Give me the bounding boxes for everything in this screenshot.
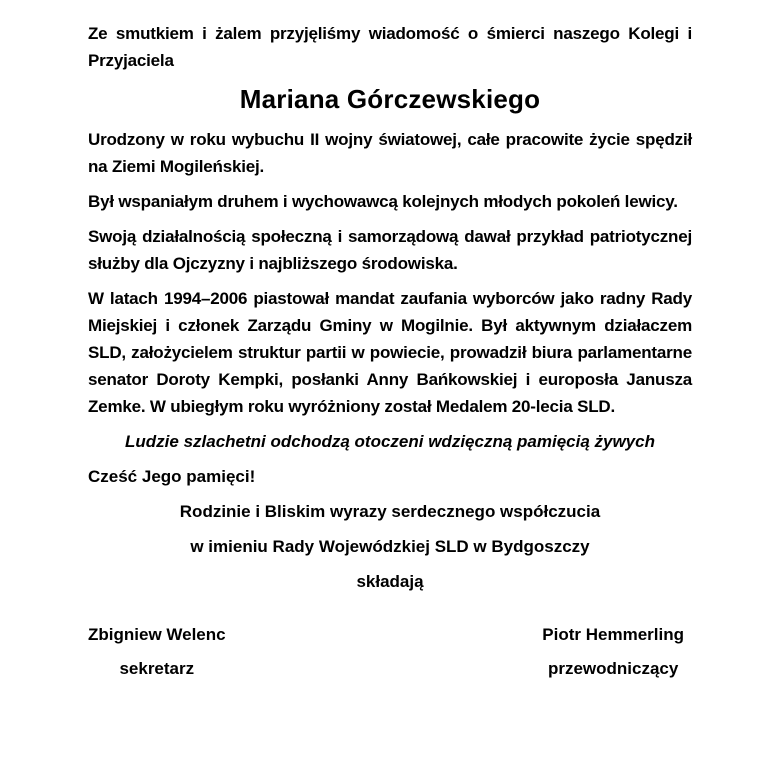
signer-name-right: Piotr Hemmerling — [542, 625, 684, 644]
signature-left — [88, 621, 226, 682]
biography-paragraph-1: Urodzony w roku wybuchu II wojny światowej, całe pracowite życie spędził na Ziemi Mogileńskiej. — [88, 130, 692, 176]
signer-name-left: Zbigniew Welenc — [88, 625, 226, 644]
deceased-name-heading: Mariana Górczewskiego — [239, 84, 541, 114]
condolence-line: Rodzinie i Bliskim wyrazy serdecznego współczucia — [179, 502, 601, 521]
signer-role-left: sekretarz — [119, 659, 195, 678]
signature-right — [542, 621, 684, 682]
intro-paragraph: Ze smutkiem i żalem przyjęliśmy wiadomość o śmierci naszego Kolegi i Przyjaciela — [88, 24, 692, 70]
tribute-line: Cześć Jego pamięci! — [88, 467, 256, 486]
memorial-quote: Ludzie szlachetni odchodzą otoczeni wdzięczną pamięcią żywych — [125, 432, 655, 451]
submitted-by-line: składają — [356, 572, 424, 591]
biography-paragraph-3: Swoją działalnością społeczną i samorządową dawał przykład patriotycznej służby dla Ojczyzny i najbliższego środowiska. — [88, 227, 692, 273]
biography-paragraph-2: Był wspaniałym druhem i wychowawcą kolejnych młodych pokoleń lewicy. — [88, 192, 678, 211]
on-behalf-line: w imieniu Rady Wojewódzkiej SLD w Bydgoszczy — [190, 537, 590, 556]
signature-row — [88, 621, 692, 682]
biography-paragraph-4: W latach 1994–2006 piastował mandat zaufania wyborców jako radny Rady Miejskiej i członek Zarządu Gminy w Mogilnie. Był aktywnym działaczem SLD, założycielem struktur partii w powiecie, prowadził biura parlamentarne senator Doroty Kempki, posłanki Anny Bańkowskiej i europosła Janusza Zemke. W ubiegłym roku wyróżniony został Medalem 20-lecia SLD. — [88, 289, 692, 416]
signer-role-right: przewodniczący — [547, 659, 679, 678]
